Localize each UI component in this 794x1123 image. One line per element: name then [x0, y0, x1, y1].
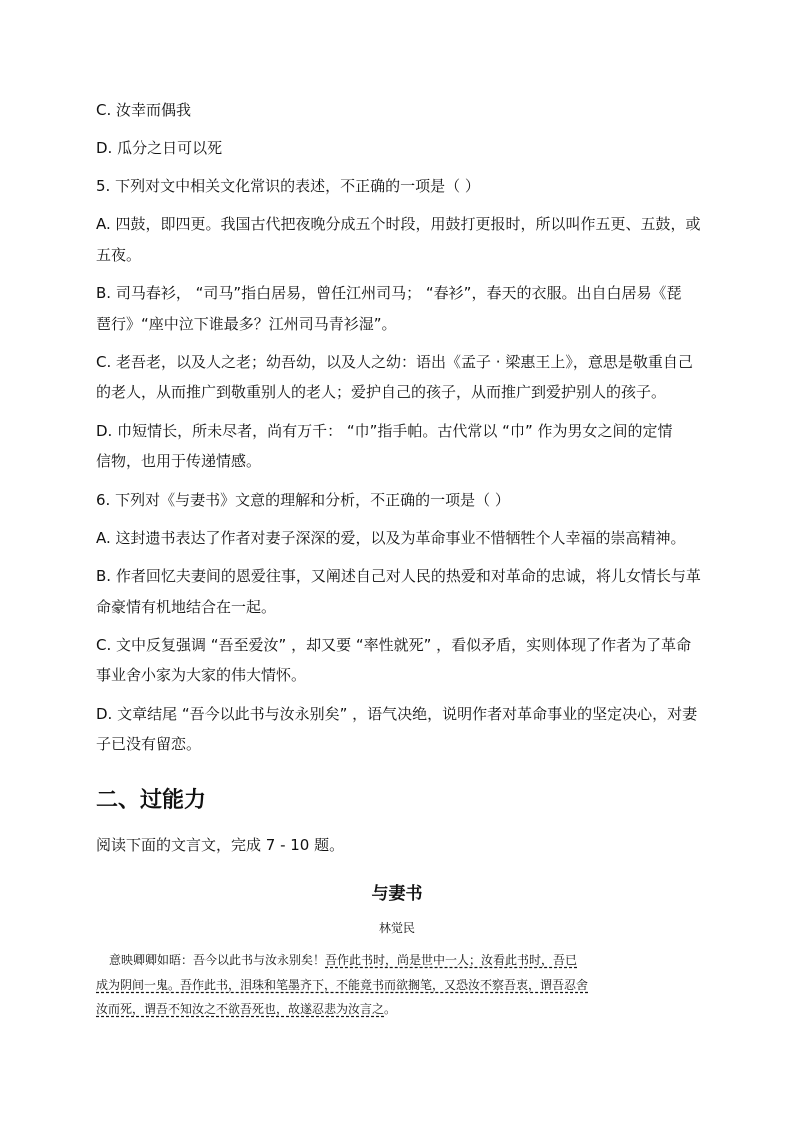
passage-line-3-end: 。: [384, 1002, 397, 1016]
q6-option-b-line2: 命豪情有机地结合在一起。: [96, 598, 277, 616]
q5-option-d-line2: 信物，也用于传递情感。: [96, 452, 262, 470]
q5-option-a-line2: 五夜。: [96, 246, 142, 264]
q6-option-d-line2: 子已没有留恋。: [96, 735, 202, 753]
passage-line-1: [96, 951, 577, 969]
q6-stem: 6. 下列对《与妻书》文意的理解和分析，不正确的一项是（ ）: [96, 491, 510, 509]
q5-option-b-line1: B. 司马春衫， “司马”指白居易，曾任江州司马； “春衫”，春天的衣服。出自白居易《琵: [96, 284, 682, 302]
section-heading: 二、过能力: [96, 788, 207, 813]
q4-option-c: C. 汝幸而偶我: [96, 101, 192, 119]
q5-option-d-line1: D. 巾短情长，所未尽者，尚有万千： “巾”指手帕。古代常以 “巾” 作为男女之间的定情: [96, 422, 673, 440]
passage-line-3-underlined: 汝而死，谓吾不知汝之不欲吾死也，故遂忍悲为汝言之: [96, 1002, 385, 1016]
passage-line-2: [96, 976, 588, 994]
q5-stem: 5. 下列对文中相关文化常识的表述，不正确的一项是（ ）: [96, 177, 480, 195]
section-instruction: 阅读下面的文言文，完成 7 - 10 题。: [96, 836, 345, 854]
q5-option-a-line1: A. 四鼓，即四更。我国古代把夜晚分成五个时段，用鼓打更报时，所以叫作五更、五鼓，或: [96, 215, 701, 233]
passage-line-3: [96, 1000, 396, 1018]
q6-option-a-line1: A. 这封遗书表达了作者对妻子深深的爱，以及为革命事业不惜牺牲个人幸福的崇高精神。: [96, 529, 686, 547]
passage-line-1-plain: 意映卿卿如晤：吾今以此书与汝永别矣！: [109, 953, 326, 967]
q6-option-b-line1: B. 作者回忆夫妻间的恩爱往事，又阐述自己对人民的热爱和对革命的忠诚，将儿女情长与革: [96, 567, 701, 585]
q6-option-c-line1: C. 文中反复强调 “吾至爱汝” ，却又要 “率性就死” ，看似矛盾，实则体现了作者为了革命: [96, 636, 692, 654]
passage-title: 与妻书: [371, 884, 423, 904]
q6-option-c-line2: 事业舍小家为大家的伟大情怀。: [96, 666, 307, 684]
q5-option-c-line1: C. 老吾老，以及人之老；幼吾幼，以及人之幼：语出《孟子 · 梁惠王上》，意思是敬重自己: [96, 353, 693, 371]
passage-author: 林觉民: [378, 921, 415, 935]
q6-option-d-line1: D. 文章结尾 “吾今以此书与汝永别矣” ，语气决绝，说明作者对革命事业的坚定决心，对妻: [96, 705, 698, 723]
passage-line-2-underlined: 成为阴间一鬼。吾作此书，泪珠和笔墨齐下，不能竟书而欲搁笔，又恐汝不察吾衷，谓吾忍舍: [96, 978, 589, 992]
q5-option-c-line2: 的老人，从而推广到敬重别人的老人；爱护自己的孩子，从而推广到爱护别人的孩子。: [96, 383, 667, 401]
q5-option-b-line2: 琶行》“座中泣下谁最多？江州司马青衫湿”。: [96, 315, 397, 333]
q4-option-d: D. 瓜分之日可以死: [96, 139, 223, 157]
passage-line-1-underlined: 吾作此书时，尚是世中一人；汝看此书时，吾已: [325, 953, 578, 967]
